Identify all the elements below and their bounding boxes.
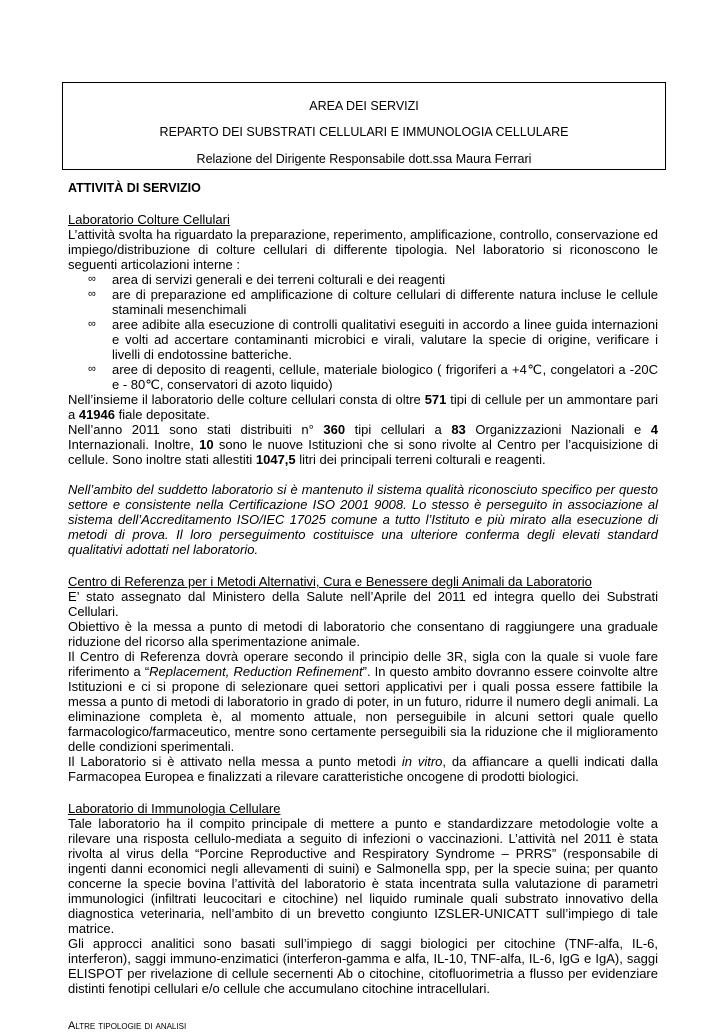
section-title: ATTIVITÀ DI SERVIZIO: [68, 181, 201, 195]
list-item: ∞ area di servizi generali e dei terreni colturali e dei reagenti: [88, 272, 446, 287]
lab1-intro: L’attività svolta ha riguardato la preparazione, reperimento, amplificazione, controllo, conservazione ed impiego/distribuzione di colture cellulari di differente tipologia. Nel laboratorio si riconoscono le seguenti articolazioni interne :: [68, 227, 658, 272]
lab1-cells-paragraph: Nell’insieme il laboratorio delle colture cellulari consta di oltre 571 tipi di cellule per un ammontare pari a 41946 fiale depositate.: [68, 392, 658, 422]
lab3-paragraph-1: Tale laboratorio ha il compito principale di mettere a punto e standardizzare metodologie volte a rilevare una risposta cellulo-mediata a seguito di infezioni o vaccinazioni. L’attività nel 2011 è stata rivolta al virus della “Porcine Reproductive and Respiratory Syndrome – PRRS” (responsabile di ingenti danni economici negli allevamenti di suini) e Salmonella spp, per la specie suina; per quanto concerne la specie bovina l’attività del laboratorio è stata incentrata sulla valutazione di parametri immunologici (infiltrati leucocitari e citochine) nel liquido ruminale quali substrato innovativo della diagnostica veterinaria, nell’ambito di un brevetto congiunto IZSLER-UNICATT sull’impiego di tale matrice.: [68, 816, 658, 936]
document-page: [68, 82, 658, 1032]
lab1-distribution-paragraph: Nell’anno 2011 sono stati distribuiti n° 360 tipi cellulari a 83 Organizzazioni Nazionali e 4 Internazionali. Inoltre, 10 sono le nuove Istituzioni che si sono rivolte al Centro per l’acquisizione di cellule. Sono inoltre stati allestiti 1047,5 litri dei principali terreni colturali e reagenti.: [68, 422, 659, 467]
list-item: ∞ aree di deposito di reagenti, cellule, materiale biologico ( frigoriferi a +4℃, congelatori a -20C e - 80℃, conservatori di azoto liquido): [88, 362, 658, 392]
lab2-paragraph-4: Il Laboratorio si è attivato nella messa a punto metodi in vitro, da affiancare a quelli indicati dalla Farmacopea Europea e finalizzati a rilevare caratteristiche oncogene di prodotti biologici.: [68, 754, 658, 784]
report-author: Relazione del Dirigente Responsabile dott.ssa Maura Ferrari: [196, 152, 532, 166]
lab2-title: Centro di Referenza per i Metodi Alternativi, Cura e Benessere degli Animali da Laboratorio: [68, 574, 592, 589]
infinity-bullet-icon: ∞: [88, 273, 96, 285]
infinity-bullet-icon: ∞: [88, 363, 96, 375]
lab1-title: Laboratorio Colture Cellulari: [68, 212, 230, 227]
lab2-paragraph-3: Il Centro di Referenza dovrà operare secondo il principio delle 3R, sigla con la quale si vuole fare riferimento a “Replacement, Reduction Refinement”. In questo ambito dovranno essere coinvolte altre Istituzioni e ci si propone di selezionare quei settori applicativi per i quali possa essere fattibile la messa a punto di metodi di laboratorio in grado di poter, in un futuro, ridurre il numero degli animali. La eliminazione completa è, al momento attuale, non perseguibile in alcuni settori quale quello farmacologico/farmaceutico, mentre sono certamente perseguibili sia la riduzione che il miglioramento delle condizioni sperimentali.: [68, 649, 658, 754]
header-box: [62, 82, 666, 170]
department-title: REPARTO DEI SUBSTRATI CELLULARI E IMMUNOLOGIA CELLULARE: [159, 125, 569, 139]
infinity-bullet-icon: ∞: [88, 288, 96, 300]
lab2-paragraph-2: Obiettivo è la messa a punto di metodi di laboratorio che consentano di raggiungere una graduale riduzione del ricorso alla sperimentazione animale.: [68, 619, 658, 649]
lab1-quality-paragraph: Nell’ambito del suddetto laboratorio si è mantenuto il sistema qualità riconosciuto specifico per questo settore e consistente nella Certificazione ISO 2001 9008. Lo stesso è perseguito in associazione al sistema dell’Accreditamento ISO/IEC 17025 comune a tutto l’Istituto e più mirato alla esecuzione di metodi di prova. Il loro perseguimento costituisce una ulteriore conferma degli elevati standard qualitativi adottati nel laboratorio.: [68, 482, 658, 557]
infinity-bullet-icon: ∞: [88, 318, 96, 330]
footer-heading: Altre tipologie di analisi: [68, 1020, 187, 1032]
lab3-title: Laboratorio di Immunologia Cellulare: [68, 801, 281, 816]
area-title: AREA DEI SERVIZI: [309, 99, 419, 113]
list-item: ∞ are di preparazione ed amplificazione di colture cellulari di differente natura incluse le cellule staminali mesenchimali: [88, 287, 658, 317]
lab1-bullet-list: [68, 272, 658, 392]
lab3-paragraph-2: Gli approcci analitici sono basati sull’impiego di saggi biologici per citochine (TNF-alfa, IL-6, interferon), saggi immuno-enzimatici (interferon-gamma e alfa, IL-10, TNF-alfa, IL-6, IgG e IgA), saggi ELISPOT per rivelazione di cellule secernenti Ab o citochine, citofluorimetria a flusso per evidenziare distinti fenotipi cellulari e/o cellule che accumulano citochine intracellulari.: [68, 936, 658, 996]
list-item: ∞ aree adibite alla esecuzione di controlli qualitativi eseguiti in accordo a linee guida internazioni e volti ad accertare contaminanti microbici e virali, valutare la specie di origine, verificare i livelli di endotossine batteriche.: [88, 317, 658, 362]
lab2-paragraph-1: E’ stato assegnato dal Ministero della Salute nell’Aprile del 2011 ed integra quello dei Substrati Cellulari.: [68, 589, 658, 619]
